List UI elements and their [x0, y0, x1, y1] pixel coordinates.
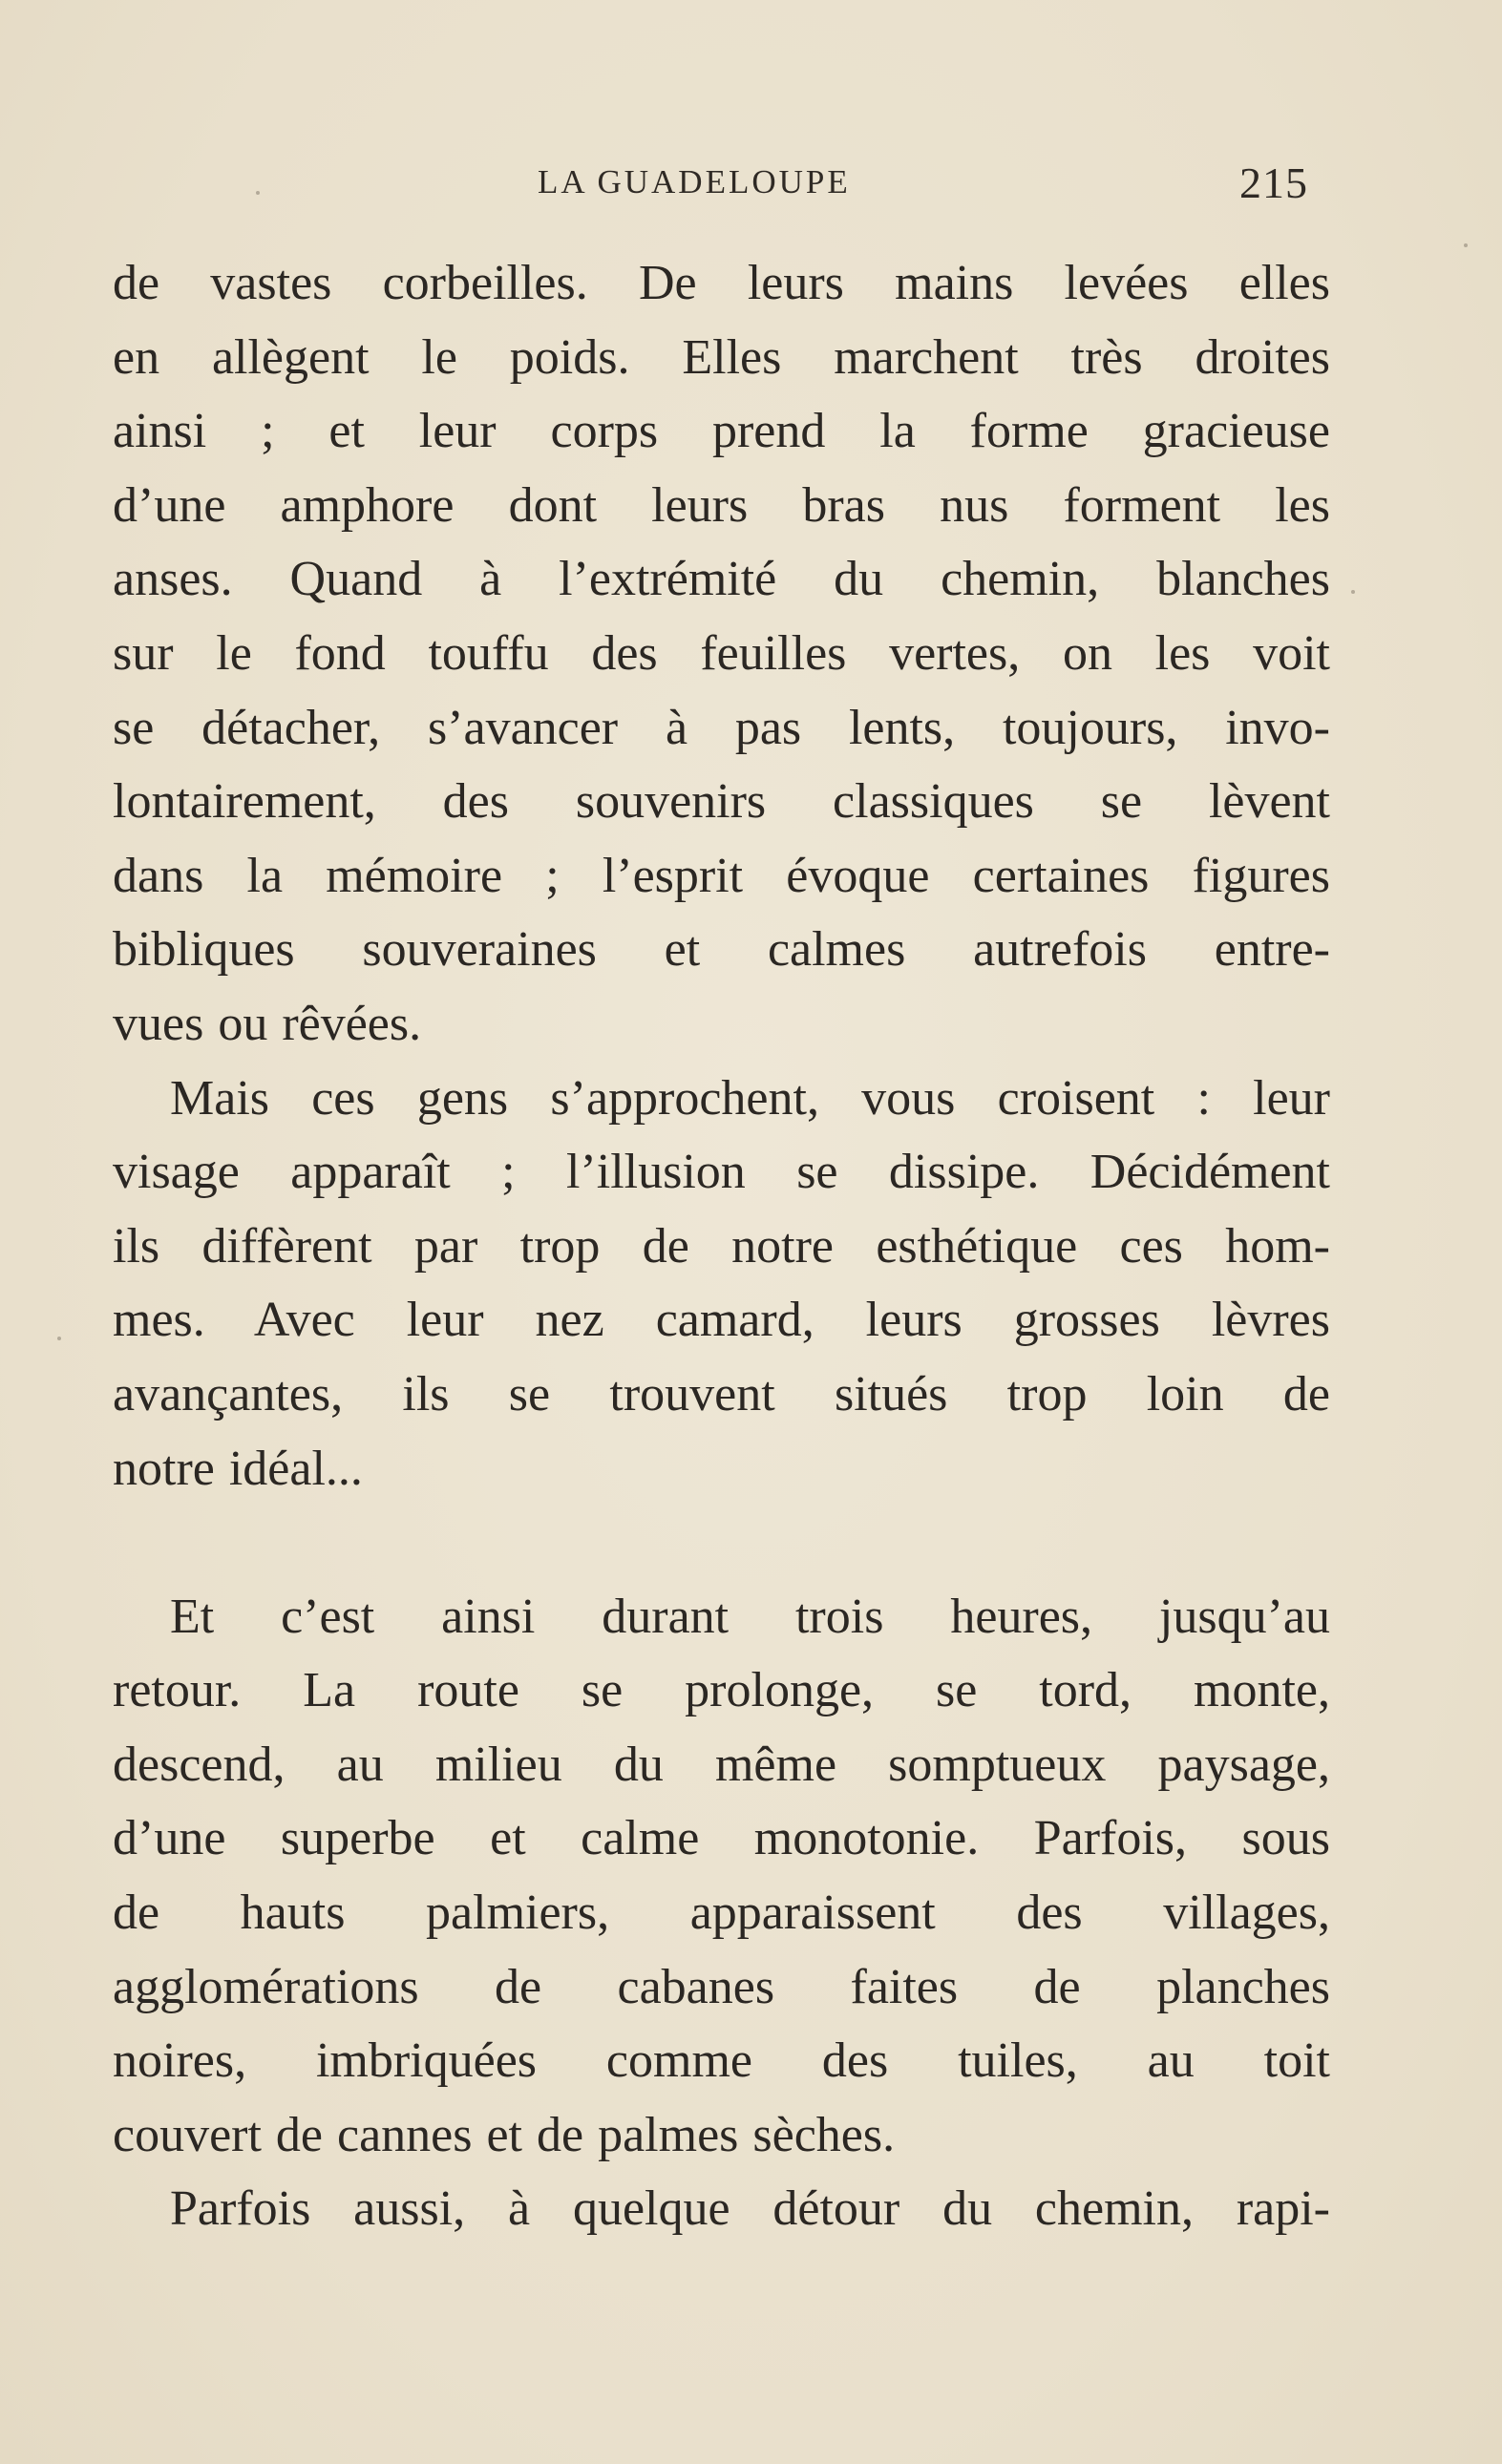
- text-line: couvert de cannes et de palmes sèches.: [113, 2107, 896, 2162]
- section-break: [113, 1506, 1330, 1580]
- text-line: mes. Avec leur nez camard, leurs grosses lèvres: [113, 1293, 1330, 1348]
- text-line: de hauts palmiers, apparaissent des villages,: [113, 1885, 1330, 1941]
- text-line: retour. La route se prolonge, se tord, monte,: [113, 1663, 1330, 1718]
- text-line: se détacher, s’avancer à pas lents, toujours, invo-: [113, 700, 1330, 755]
- paper-speck: [256, 191, 260, 195]
- text-line: ainsi ; et leur corps prend la forme gracieuse: [113, 404, 1330, 459]
- text-line: dans la mémoire ; l’esprit évoque certaines figures: [113, 848, 1330, 903]
- text-line: en allègent le poids. Elles marchent très droites: [113, 329, 1330, 385]
- text-line: descend, au milieu du même somptueux paysage,: [113, 1737, 1330, 1792]
- text-line: sur le fond touffu des feuilles vertes, on les voit: [113, 625, 1330, 681]
- text-line: Et c’est ainsi durant trois heures, jusqu’au: [170, 1589, 1330, 1644]
- paper-speck: [1464, 243, 1468, 247]
- text-line: avançantes, ils se trouvent situés trop loin de: [113, 1366, 1330, 1422]
- text-line: d’une superbe et calme monotonie. Parfois, sous: [113, 1811, 1330, 1866]
- text-line: anses. Quand à l’extrémité du chemin, blanches: [113, 552, 1330, 607]
- text-line: de vastes corbeilles. De leurs mains levées elles: [113, 256, 1330, 310]
- text-line: bibliques souveraines et calmes autrefois entre-: [113, 922, 1330, 978]
- text-line: ils diffèrent par trop de notre esthétique ces hom-: [113, 1218, 1330, 1274]
- paper-speck: [57, 1337, 61, 1340]
- text-line: visage apparaît ; l’illusion se dissipe. Décidément: [113, 1145, 1330, 1200]
- body-text: [113, 246, 1330, 2246]
- running-head: [0, 158, 1502, 215]
- text-line: lontairement, des souvenirs classiques se lèvent: [113, 774, 1330, 830]
- text-line: Parfois aussi, à quelque détour du chemin, rapi-: [170, 2181, 1330, 2237]
- text-line: Mais ces gens s’approchent, vous croisent : leur: [170, 1070, 1330, 1126]
- text-line: d’une amphore dont leurs bras nus forment les: [113, 477, 1330, 533]
- paper-speck: [1351, 590, 1355, 594]
- text-line: noires, imbriquées comme des tuiles, au toit: [113, 2033, 1330, 2089]
- running-title: LA GUADELOUPE: [538, 163, 851, 200]
- text-line: vues ou rêvées.: [113, 996, 422, 1051]
- page-number: 215: [1239, 158, 1308, 207]
- text-line: agglomérations de cabanes faites de planches: [113, 1959, 1330, 2014]
- text-line: notre idéal...: [113, 1441, 363, 1496]
